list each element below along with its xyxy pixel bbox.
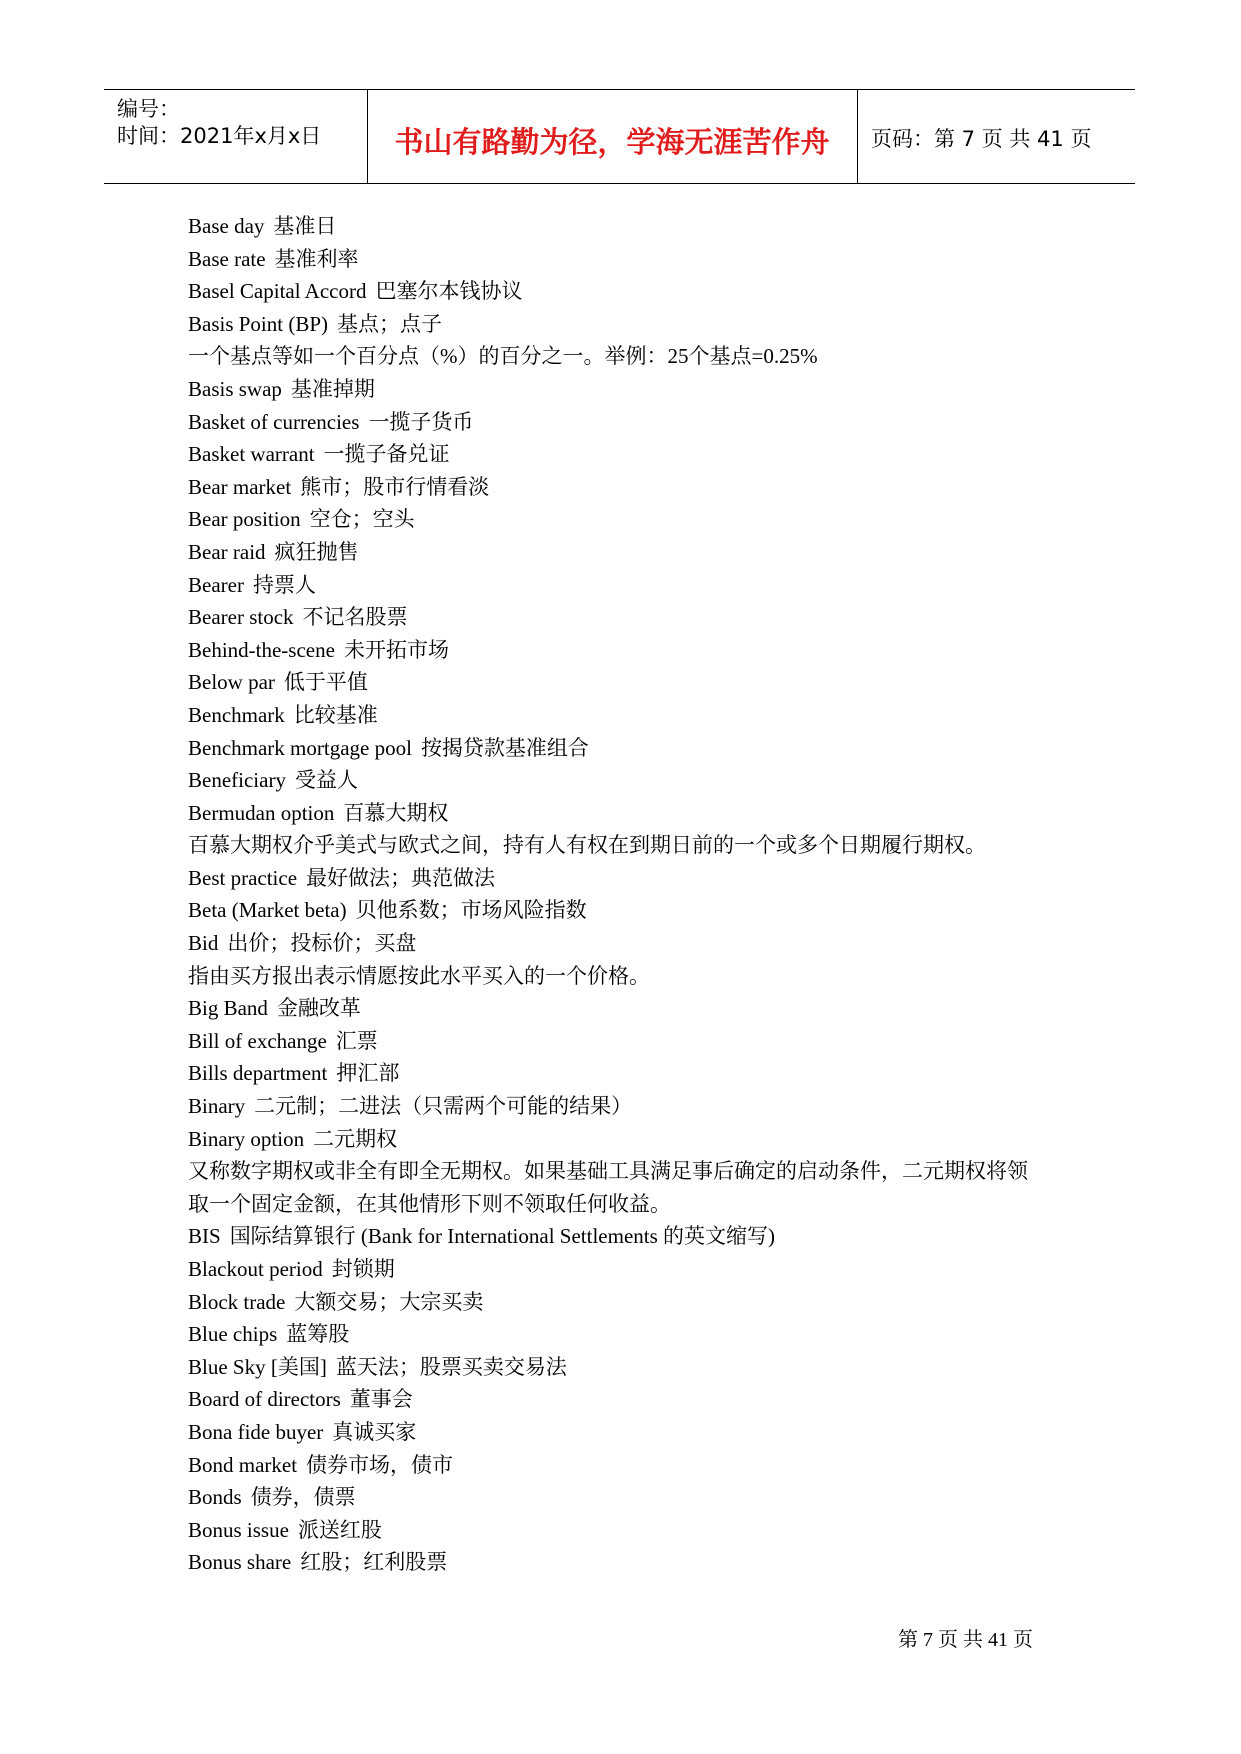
term-chinese: 出价；投标价；买盘 — [227, 931, 417, 956]
term-chinese: 金融改革 — [276, 996, 361, 1021]
term-english: BIS — [188, 1224, 221, 1249]
term-english: Bonus issue — [188, 1517, 289, 1542]
term-chinese: 二元期权 — [313, 1126, 398, 1151]
term-chinese: 基准日 — [273, 214, 337, 238]
glossary-explanation — [188, 1188, 1088, 1221]
glossary-entry — [188, 1286, 1088, 1319]
glossary-entry — [188, 894, 1088, 927]
term-chinese: 受益人 — [294, 768, 358, 793]
term-english: Bear position — [188, 507, 301, 532]
glossary-entry — [188, 1481, 1088, 1514]
term-english: Binary option — [188, 1126, 305, 1151]
header-motto: 书山有路勤为径，学海无涯苦作舟 — [394, 125, 830, 159]
glossary-entry — [188, 1318, 1088, 1351]
glossary-entry — [188, 373, 1088, 406]
term-chinese: 基准利率 — [274, 246, 359, 271]
glossary-entry — [188, 471, 1088, 504]
term-chinese: 未开拓市场 — [343, 637, 449, 662]
header-page-number: 页码：第 7 页 共 41 页 — [871, 127, 1092, 151]
term-english: Basis swap — [188, 376, 282, 401]
term-chinese: 不记名股票 — [302, 605, 408, 630]
glossary-entry — [188, 1220, 1088, 1253]
term-english: Bearer — [188, 572, 244, 597]
term-chinese: 按揭贷款基准组合 — [420, 735, 589, 760]
term-english: Binary — [188, 1094, 246, 1119]
glossary-entry — [188, 1057, 1088, 1090]
glossary-entry — [188, 927, 1088, 960]
term-english: Benchmark — [188, 702, 285, 727]
term-english: Bond market — [188, 1452, 298, 1477]
term-english: Beta (Market beta) — [188, 898, 347, 923]
term-chinese: 一揽子货币 — [368, 409, 474, 434]
term-chinese: 巴塞尔本钱协议 — [375, 279, 523, 304]
glossary-entry — [188, 1090, 1088, 1123]
document-number-label: 编号： — [117, 97, 180, 121]
glossary-entry — [188, 862, 1088, 895]
term-chinese: 百慕大期权 — [343, 800, 449, 825]
term-english: Blue chips — [188, 1322, 278, 1347]
term-english: Beneficiary — [188, 768, 286, 793]
term-english: Blackout period — [188, 1257, 323, 1281]
term-english: Benchmark mortgage pool — [188, 735, 412, 760]
glossary-entry — [188, 308, 1088, 341]
glossary-entry — [188, 634, 1088, 667]
term-chinese: 贝他系数；市场风险指数 — [355, 898, 587, 923]
term-chinese: 派送红股 — [297, 1517, 382, 1542]
term-english: Bearer stock — [188, 605, 294, 630]
term-chinese: 一揽子备兑证 — [323, 442, 450, 467]
term-english: Bonds — [188, 1485, 242, 1510]
glossary-explanation — [188, 829, 1088, 862]
term-english: Block trade — [188, 1289, 286, 1314]
term-english: Below par — [188, 670, 275, 695]
term-english: Bid — [188, 931, 219, 956]
glossary-entry — [188, 569, 1088, 602]
header-motto-cell — [367, 90, 858, 183]
glossary-entry — [188, 406, 1088, 439]
term-english: Basel Capital Accord — [188, 279, 367, 304]
term-chinese: 基准掉期 — [290, 376, 375, 401]
term-chinese: 最好做法；典范做法 — [306, 865, 496, 890]
explanation-text: 指由买方报出表示情愿按此水平买入的一个价格。 — [188, 963, 650, 988]
glossary-entry — [188, 1514, 1088, 1547]
header-info-cell — [104, 90, 368, 183]
glossary-entry — [188, 243, 1088, 276]
term-english: Bona fide buyer — [188, 1419, 324, 1444]
term-english: Basis Point (BP) — [188, 311, 329, 336]
term-english: Base day — [188, 214, 265, 238]
term-english: Bill of exchange — [188, 1028, 327, 1053]
glossary-list — [188, 210, 1088, 1579]
term-english: Bermudan option — [188, 800, 335, 825]
glossary-entry — [188, 1546, 1088, 1579]
glossary-entry — [188, 1253, 1088, 1286]
glossary-entry — [188, 732, 1088, 765]
term-chinese: 蓝天法；股票买卖交易法 — [335, 1354, 567, 1379]
glossary-entry — [188, 992, 1088, 1025]
explanation-text: 取一个固定金额，在其他情形下则不领取任何收益。 — [188, 1191, 671, 1216]
term-chinese: 空仓；空头 — [309, 507, 415, 532]
glossary-entry — [188, 764, 1088, 797]
term-english: Base rate — [188, 246, 266, 271]
term-chinese: 疯狂抛售 — [274, 539, 359, 564]
term-english: Big Band — [188, 996, 268, 1021]
term-chinese: 熊市；股市行情看淡 — [300, 474, 490, 499]
glossary-explanation — [188, 960, 1088, 993]
term-chinese: 国际结算银行 (Bank for International Settlements 的英文缩写) — [229, 1224, 776, 1249]
page-footer: 第 7 页 共 41 页 — [898, 1629, 1033, 1651]
glossary-explanation — [188, 1155, 1088, 1188]
explanation-text: 一个基点等如一个百分点（%）的百分之一。举例：25个基点=0.25% — [188, 344, 818, 369]
term-chinese: 二元制；二进法（只需两个可能的结果） — [254, 1094, 633, 1119]
glossary-entry — [188, 699, 1088, 732]
glossary-entry — [188, 503, 1088, 536]
glossary-entry — [188, 1416, 1088, 1449]
term-english: Bonus share — [188, 1550, 292, 1575]
glossary-entry — [188, 1383, 1088, 1416]
term-english: Bills department — [188, 1061, 328, 1086]
term-english: Board of directors — [188, 1387, 341, 1412]
page-header — [104, 89, 1135, 184]
glossary-entry — [188, 1351, 1088, 1384]
explanation-text: 又称数字期权或非全有即全无期权。如果基础工具满足事后确定的启动条件，二元期权将领 — [188, 1159, 1028, 1184]
glossary-entry — [188, 438, 1088, 471]
term-chinese: 持票人 — [252, 572, 316, 597]
glossary-explanation — [188, 340, 1088, 373]
term-english: Best practice — [188, 865, 298, 890]
term-chinese: 董事会 — [349, 1387, 413, 1412]
term-english: Basket of currencies — [188, 409, 360, 434]
glossary-entry — [188, 1449, 1088, 1482]
term-chinese: 蓝筹股 — [286, 1322, 350, 1347]
term-english: Basket warrant — [188, 442, 315, 467]
glossary-entry — [188, 666, 1088, 699]
header-page-cell — [857, 90, 1135, 183]
term-english: Bear market — [188, 474, 292, 499]
glossary-entry — [188, 1123, 1088, 1156]
term-chinese: 封锁期 — [331, 1257, 395, 1281]
term-chinese: 红股；红利股票 — [300, 1550, 448, 1575]
term-chinese: 押汇部 — [336, 1061, 400, 1086]
glossary-entry — [188, 210, 1088, 243]
document-date-label: 时间：2021年x月x日 — [117, 124, 322, 148]
term-chinese: 低于平值 — [283, 670, 368, 695]
term-english: Blue Sky [美国] — [188, 1354, 327, 1379]
glossary-entry — [188, 797, 1088, 830]
term-english: Behind-the-scene — [188, 637, 335, 662]
term-chinese: 基点；点子 — [337, 311, 443, 336]
glossary-entry — [188, 536, 1088, 569]
term-chinese: 真诚买家 — [332, 1419, 417, 1444]
glossary-entry — [188, 275, 1088, 308]
term-chinese: 比较基准 — [293, 702, 378, 727]
term-chinese: 债券市场，债市 — [306, 1452, 454, 1477]
glossary-entry — [188, 1025, 1088, 1058]
term-english: Bear raid — [188, 539, 266, 564]
term-chinese: 债券，债票 — [250, 1485, 356, 1510]
term-chinese: 大额交易；大宗买卖 — [294, 1289, 484, 1314]
glossary-entry — [188, 601, 1088, 634]
explanation-text: 百慕大期权介乎美式与欧式之间，持有人有权在到期日前的一个或多个日期履行期权。 — [188, 833, 986, 858]
term-chinese: 汇票 — [335, 1028, 378, 1053]
